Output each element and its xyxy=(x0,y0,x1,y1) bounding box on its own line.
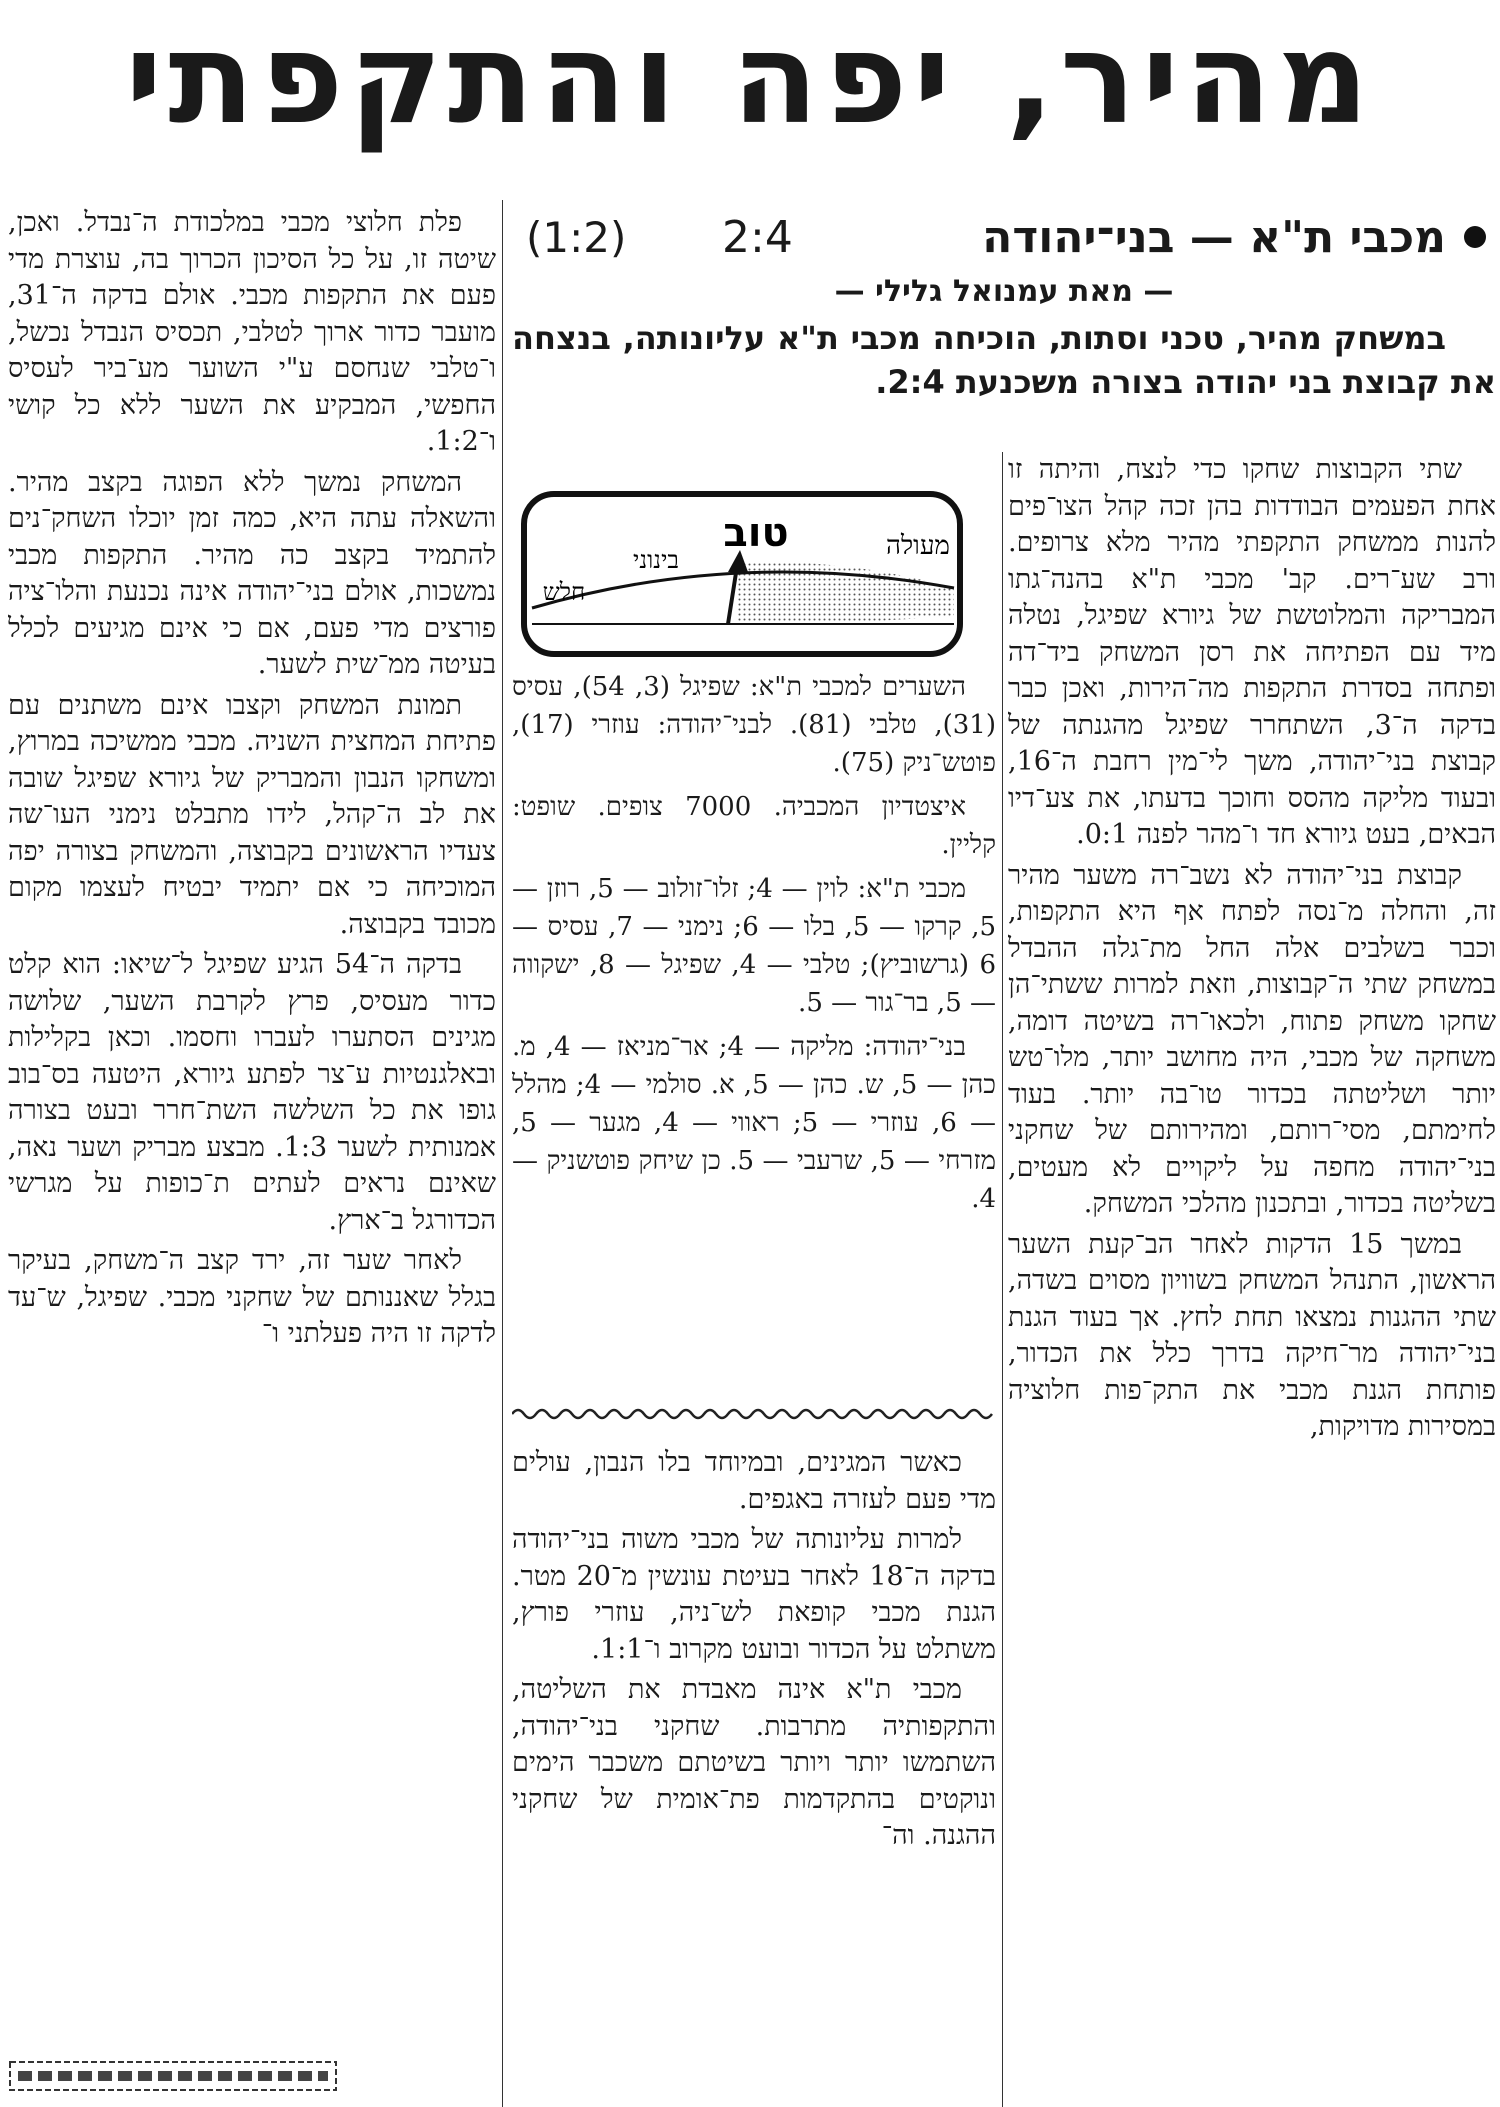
paragraph: למרות עליונותה של מכבי משוה בני־יהודה בדקה ה־18 לאחר בעיטת עונשין מ־20 מטר. הגנת מכבי קופאת לש־ניה, עוזרי פורץ, משתלט על הכדור ובועט מקרוב ו־1:1. xyxy=(512,1524,996,1665)
article-column-right xyxy=(1008,452,1496,2107)
stats-venue: איצטדיון המכביה. 7000 צופים. שופט: קליין. xyxy=(512,792,996,860)
paragraph: כאשר המגינים, ובמיוחד בלו הנבון, עולים מדי פעם לעזרה באגפים. xyxy=(512,1447,996,1515)
byline: — מאת עמנואל גלילי — xyxy=(834,274,1174,309)
final-score: 2:4 xyxy=(722,212,793,263)
paragraph: תמונת המשחק וקצבו אינם משתנים עם פתיחת המחצית השניה. מכבי ממשיכה במרוץ, ומשחקו הנבון והמבריק של גיורא שפיגל שובה את לב ה־קהל, לידו מתבלט נימני העו־שה צעדיו הראשונים בקבוצה, והמשחק בצורה יפה המוכיחה כי אם יתמיד יבטיח לעצמו מקום מכובד בקבוצה. xyxy=(8,689,496,940)
paragraph: שתי הקבוצות שחקו כדי לנצח, והיתה זו אחת הפעמים הבודדות בהן זכה קהל הצו־פים להנות ממשחק התקפתי מהיר מלא צרופים. ורב שע־רים. קב' מכבי ת"א בהנה־גתו המבריקה והמלוטשת של גיורא שפיגל, נטלה מיד עם הפתיחה את רסן המשחק ביד־דה ופתחה בסדרת התקפות מה־הירות, ואכן כבר בדקה ה־3, השתחרר שפיגל מהגנתה של קבוצת בני־יהודה, משך לי־מין רחבת ה־16, ובעוד מליקה מהסס וחוכך בדעתו, את צע־דיו הבאים, בעט גיורא חד ו־מהר לפנה 0:1. xyxy=(1008,454,1496,850)
bullet-icon xyxy=(1464,226,1486,248)
halftime-score: (1:2) xyxy=(526,213,627,262)
stats-bneiyehuda-lineup: בני־יהודה: מליקה — 4; אר־מניאז — 4, מ. כהן — 5, ש. כהן — 5, א. סולמי — 4; מהלל — 6, עוזרי — 5; ראווי — 4, מגער — 5, מזרחי — 5, שרעבי — 5. כן שיחק פוטשניק — 4. xyxy=(512,1032,996,1214)
paragraph: המשחק נמשך ללא הפוגה בקצב מהיר. והשאלה עתה היא, כמה זמן יוכלו השחק־נים להתמיד בקצב כה מהיר. התקפות מכבי נמשכות, אולם בני־יהודה אינה נכנעת והלו־ציה פורצים מדי פעם, אם כי אינם מגיעים לכלל בעיטה ממ־שית לשער. xyxy=(8,466,496,680)
article-column-left xyxy=(8,205,496,2107)
paragraph: פלת חלוצי מכבי במלכודת ה־נבדל. ואכן, שיטה זו, על כל הסיכון הכרוך בה, עוצרת מדי פעם את התקפות מכבי. אולם בדקה ה־31, מועבר כדור ארוך לטלבי, תכסיס הנבדל נכשל, ו־טלבי שנחסם ע"י השוער מע־ביר לעסיס החפשי, המבקיע את השער ללא כל קושי ו־1:2. xyxy=(8,207,496,457)
gauge-label-excellent: מעולה xyxy=(886,531,950,561)
gauge-label-average: בינוני xyxy=(633,546,679,574)
stats-maccabi-lineup: מכבי ת"א: לוין — 4; זלו־זולוב — 5, רוזן — 5, קרקו — 5, בלו — 6; נימני — 7, עסיס — 6 (גרשוביץ); טלבי — 4, שפיגל — 8, ישקווה — 5, בר־גור — 5. xyxy=(512,874,996,1018)
gauge-label-weak: חלש xyxy=(542,578,586,606)
wavy-divider xyxy=(512,1402,996,1426)
archive-stamp-mark xyxy=(8,2058,338,2094)
paragraph: בדקה ה־54 הגיע שפיגל ל־שיאו: הוא קלט כדור מעסיס, פרץ לקרבת השער, שלושה מגינים הסתערו לעברו וחסמו. וכאן בקלילות ובאלגנטיות ע־צר לפתע גיורא, היטעה בס־בוב גופו את כל השלשה השת־חרר ובעט בצורה אמנותית לשער 1:3. מבצע מבריק ושער נאה, שאינם נראים לעתים ת־כופות על מגרשי הכדורגל ב־ארץ. xyxy=(8,949,496,1236)
paragraph: קבוצת בני־יהודה לא נשב־רה משער מהיר זה, והחלה מ־נסה לפתח אף היא התקפות, וכבר בשלבים אלה החל מת־גלה ההבדל במשחק שתי ה־קבוצות, וזאת למרות ששתי־הן שחקו משחק פתוח, ולכאו־רה בשיטה דומה, משחקה של מכבי, היה מחושב יותר, מלו־טש יותר ושליטתה בכדור טו־בה יותר. בעוד לחימתם, מסי־רותם, ומהירותם של שחקני בני־יהודה מחפה על ליקויים לא מעטים, בשליטה בכדור, ובתכנון מהלכי המשחק. xyxy=(1008,859,1496,1219)
gauge-graphic xyxy=(518,488,966,660)
paragraph: מכבי ת"א אינה מאבדת את השליטה, והתקפותיה מתרבות. שחקני בני־יהודה, השתמשו יותר ויותר בשיטתם משכבר הימים ונוקטים בהתקדמות פת־אומית של שחקני ההגנה. וה־ xyxy=(512,1674,996,1851)
gauge-label-good: טוב xyxy=(723,510,789,556)
stats-scorers: השערים למכבי ת"א: שפיגל (3, 54), עסיס (31), טלבי (81). לבני־יהודה: עוזרי (17), פוטש־ניק (75). xyxy=(512,672,996,778)
column-rule xyxy=(1002,452,1003,2107)
headline: מהיר, יפה והתקפתי xyxy=(125,5,1375,152)
lede-text: במשחק מהיר, טכני וסתות, הוכיחה מכבי ת"א עליונותה, בנצחה את קבוצת בני יהודה בצורה משכנעת 2:4. xyxy=(512,319,1496,401)
paragraph: לאחר שער זה, ירד קצב ה־משחק, בעיקר בגלל שאננותם של שחקני מכבי. שפיגל, ש־עד לדקה זו היה פעלתני ו־ xyxy=(8,1245,496,1349)
article-column-middle xyxy=(512,1445,996,2107)
match-teams: מכבי ת"א — בני־יהודה xyxy=(982,212,1446,263)
paragraph: במשך 15 הדקות לאחר הב־קעת השער הראשון, התנהל המשחק בשוויון מסוים בשדה, שתי ההגנות נמצאו תחת לחץ. אך בעוד הגנת בני־יהודה מר־חיקה בדרך כלל את הכדור, פותחת הגנת מכבי את התק־פות חלוציה במסירות מדויקות, xyxy=(1008,1228,1496,1442)
match-stats xyxy=(512,668,996,1388)
column-rule xyxy=(502,200,503,2107)
article-header xyxy=(512,200,1496,270)
rating-gauge xyxy=(518,488,966,660)
lede xyxy=(512,316,1496,404)
